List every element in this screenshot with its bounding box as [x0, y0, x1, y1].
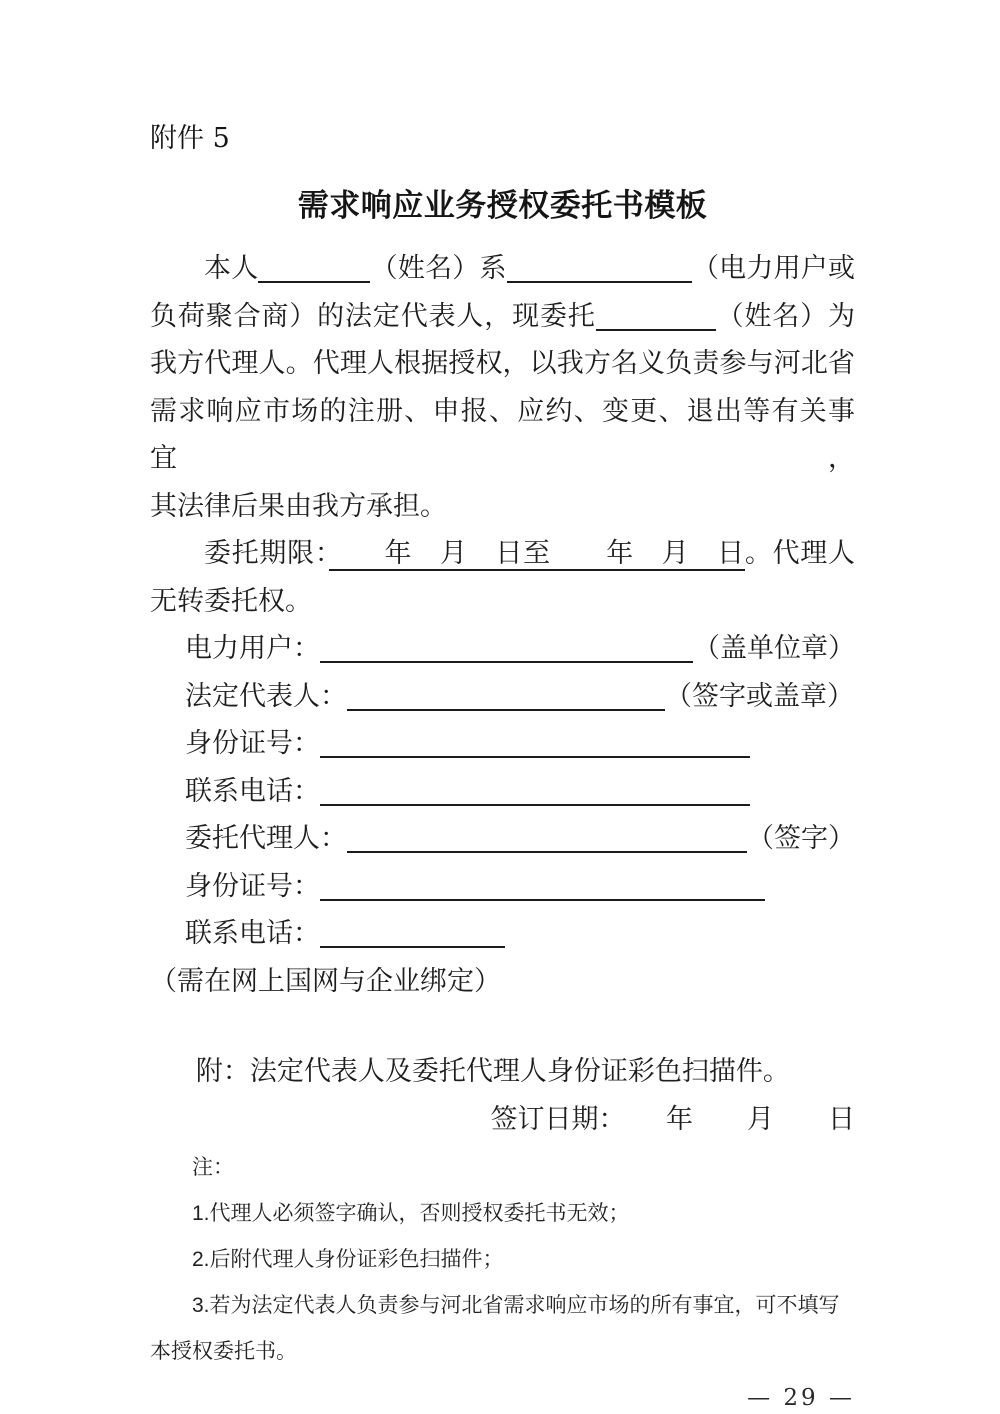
paragraph1-line3: 我方代理人。代理人根据授权，以我方名义负责参与河北省 — [150, 348, 855, 378]
page-number: — 29 — — [747, 1385, 855, 1411]
blank-field-entity — [507, 279, 692, 283]
document-title: 需求响应业务授权委托书模板 — [297, 188, 708, 223]
note-item-3: 3.若为法定代表人负责参与河北省需求响应市场的所有事宜，可不填写本授权委托书。 — [150, 1294, 840, 1363]
text-segment: （姓名）为 — [715, 300, 856, 331]
field-blank — [320, 802, 750, 806]
field-label: 联系电话： — [185, 918, 320, 948]
field-label: 身份证号： — [185, 728, 320, 758]
notes-label: 注： — [192, 1156, 234, 1179]
blank-field-name2 — [596, 327, 716, 331]
field-row-legal-rep — [150, 673, 855, 721]
field-blank — [320, 897, 765, 901]
field-blank — [347, 707, 665, 711]
field-row-power-user — [150, 625, 855, 673]
field-label: 联系电话： — [185, 775, 320, 806]
period-line — [150, 530, 855, 578]
note-item-2: 2.后附代理人身份证彩色扫描件； — [192, 1248, 504, 1271]
field-blank — [320, 754, 750, 758]
field-blank — [320, 944, 505, 948]
field-suffix: （签字或盖章） — [665, 680, 854, 711]
paragraph1-line2 — [150, 293, 855, 341]
sign-date-line: 签订日期： 年 月 日 — [490, 1103, 855, 1134]
field-label: 法定代表人： — [185, 680, 347, 711]
field-row-id-number1 — [150, 720, 855, 768]
paragraph1-line5: 其法律后果由我方承担。 — [150, 490, 447, 521]
field-label: 电力用户： — [185, 633, 320, 663]
field-label: 身份证号： — [185, 870, 320, 901]
attachment-note: 附：法定代表人及委托代理人身份证彩色扫描件。 — [195, 1056, 790, 1086]
field-label: 委托代理人： — [185, 823, 347, 853]
period-label: 委托期限： — [204, 538, 330, 568]
text-segment: 负荷聚合商）的法定代表人，现委托 — [150, 300, 596, 331]
paragraph1-line1 — [150, 245, 855, 293]
note-item-1: 1.代理人必须签字确认，否则授权委托书无效； — [192, 1202, 630, 1225]
field-blank — [320, 659, 693, 663]
field-suffix: （签字） — [747, 823, 855, 853]
field-row-phone2 — [150, 910, 855, 1005]
blank-field-name1 — [258, 279, 370, 283]
text-segment: （姓名）系 — [370, 253, 507, 283]
text-segment: 本人 — [204, 253, 259, 283]
notes-section — [150, 1145, 855, 1375]
text-segment: 。代理人 — [744, 538, 856, 568]
field-row-id-number2 — [150, 863, 855, 911]
field-suffix: （盖单位章） — [693, 633, 855, 663]
period-blank-dates: 年 月 日至 年 月 日 — [329, 538, 745, 571]
field-row-agent — [150, 815, 855, 863]
attachment-label: 附件 5 — [150, 123, 230, 154]
document-body — [150, 245, 855, 1413]
paragraph1-line4: 需求响应市场的注册、申报、应约、变更、退出等有关事宜， — [150, 395, 855, 473]
field-suffix: （需在网上国网与企业绑定） — [150, 965, 501, 996]
field-row-phone1 — [150, 768, 855, 816]
period-line2: 无转委托权。 — [150, 585, 312, 616]
field-blank — [347, 849, 747, 853]
text-segment: （电力用户或 — [691, 253, 856, 283]
